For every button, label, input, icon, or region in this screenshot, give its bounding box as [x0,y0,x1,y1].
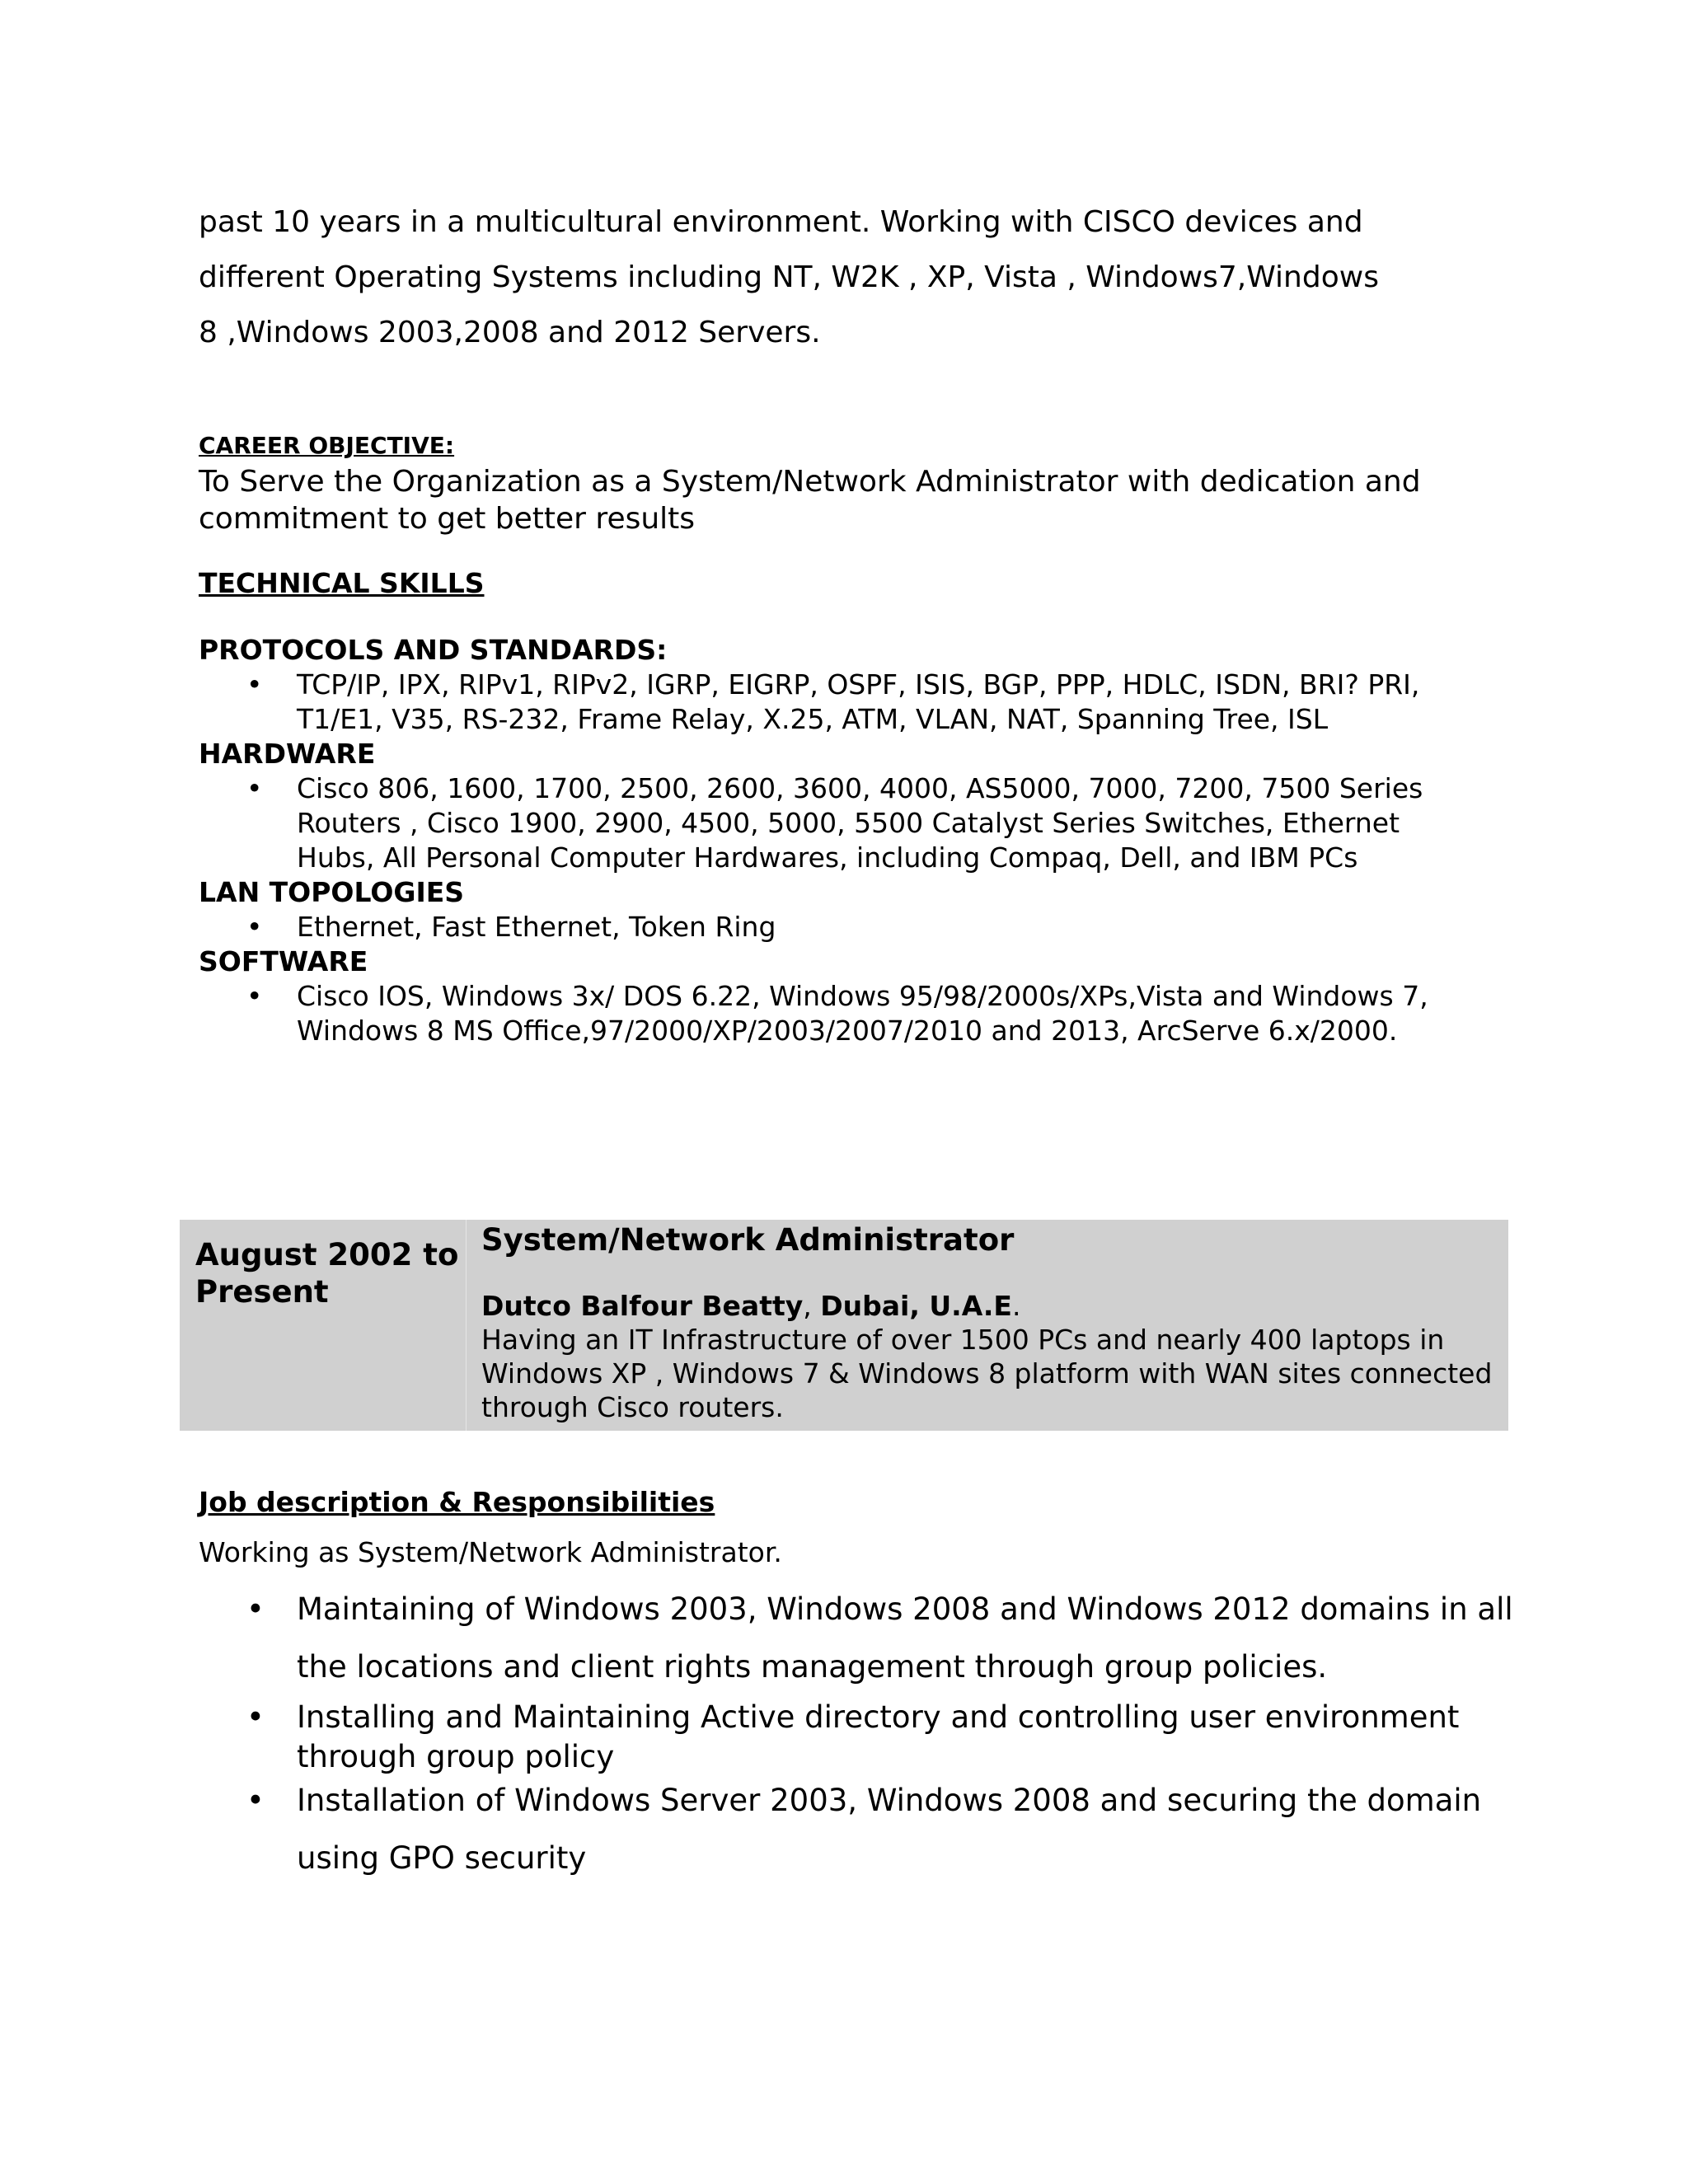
bullet-icon: • [246,1699,265,1735]
skill-item [199,910,1484,944]
skill-item [199,668,1484,737]
skill-item-text: Cisco IOS, Windows 3x/ DOS 6.22, Windows 95/98/2000s/XPs,Vista and Windows 7, Windows 8 MS Office,97/2000/XP/2003/2007/2010 and 2013, ArcServe 6.x/2000. [297,980,1428,1047]
job-company-line [481,1289,1508,1323]
bullet-icon: • [246,911,263,943]
technical-skills-list [199,633,1484,1048]
job-description: Having an IT Infrastructure of over 1500 PCs and nearly 400 laptops in Windows XP , Windows 7 & Windows 8 platform with WAN sites connected through Cisco routers. [481,1324,1493,1423]
responsibility-text: Maintaining of Windows 2003, Windows 2008 and Windows 2012 domains in all the locations and client rights management through group policies. [297,1591,1513,1685]
intro-line: 8 ,Windows 2003,2008 and 2012 Servers. [199,316,821,349]
skill-category-title: LAN TOPOLOGIES [199,876,465,908]
intro-line: past 10 years in a multicultural environment. Working with CISCO devices and [199,205,1363,239]
skill-item [199,771,1484,875]
skill-items [199,910,1484,944]
skill-category-title: SOFTWARE [199,945,368,977]
intro-line: different Operating Systems including NT, W2K , XP, Vista , Windows7,Windows [199,260,1379,294]
bullet-icon: • [246,668,263,701]
responsibility-item [199,1581,1517,1696]
job-details [467,1220,1508,1431]
technical-skills-heading: TECHNICAL SKILLS [199,567,485,599]
bullet-icon: • [246,1783,265,1818]
skill-item-text: Ethernet, Fast Ethernet, Token Ring [297,911,776,943]
career-objective-heading: CAREER OBJECTIVE: [199,432,455,459]
responsibility-text: Installing and Maintaining Active directory and controlling user environment through group policy [297,1699,1460,1774]
bullet-icon: • [246,980,263,1012]
bullet-icon: • [246,1591,265,1627]
company-line-end: . [1011,1290,1021,1322]
responsibilities-intro: Working as System/Network Administrator. [199,1536,782,1568]
responsibility-item [199,1772,1517,1887]
job-entry-table [180,1220,1508,1431]
responsibility-text: Installation of Windows Server 2003, Windows 2008 and securing the domain using GPO security [297,1783,1482,1876]
skill-items [199,979,1484,1048]
company-name: Dutco Balfour Beatty [481,1290,804,1322]
skill-item-text: TCP/IP, IPX, RIPv1, RIPv2, IGRP, EIGRP, OSPF, ISIS, BGP, PPP, HDLC, ISDN, BRI? PRI, T1/E1, V35, RS-232, Frame Relay, X.25, ATM, VLAN, NAT, Spanning Tree, ISL [297,668,1420,735]
bullet-icon: • [246,772,263,804]
intro-paragraph [199,194,1484,360]
skill-items [199,771,1484,875]
responsibilities-list [199,1581,1517,1887]
skill-category-title: PROTOCOLS AND STANDARDS: [199,634,668,666]
responsibilities-heading: Job description & Responsibilities [199,1486,715,1518]
company-separator: , [803,1290,821,1322]
company-location: Dubai, U.A.E [820,1290,1012,1322]
skill-item [199,979,1484,1048]
skill-item-text: Cisco 806, 1600, 1700, 2500, 2600, 3600, 4000, AS5000, 7000, 7200, 7500 Series Routers , Cisco 1900, 2900, 4500, 5000, 5500 Catalyst Series Switches, Ethernet Hubs, All Personal Computer Hardwares, including Compaq, Dell, and IBM PCs [297,772,1423,874]
responsibility-item [199,1698,1517,1777]
skill-category-title: HARDWARE [199,738,376,770]
job-date-range: August 2002 to Present [180,1220,467,1431]
skill-items [199,668,1484,737]
career-objective-text: To Serve the Organization as a System/Network Administrator with dedication and commitment to get better results [199,465,1421,536]
job-title: System/Network Administrator [481,1222,1015,1258]
